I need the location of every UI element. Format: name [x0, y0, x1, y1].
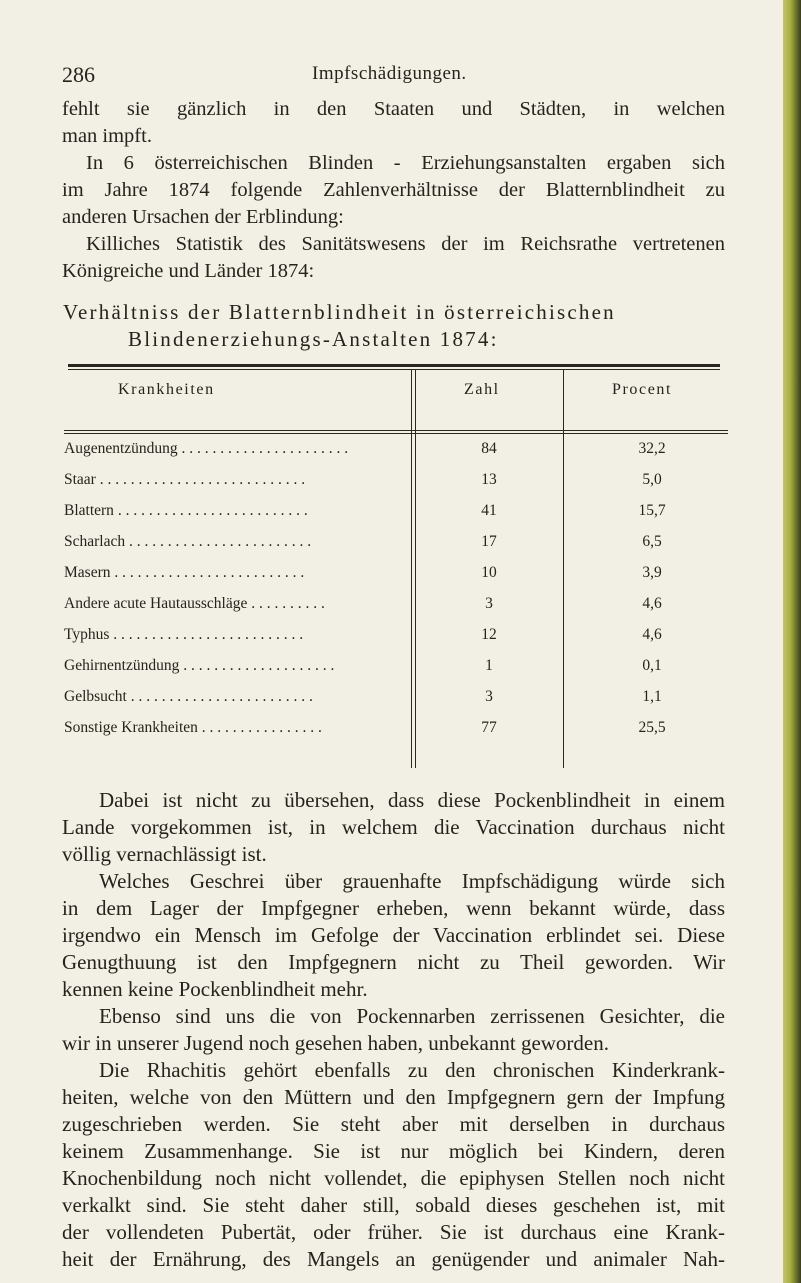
text-line: fehlt sie gänzlich in den Staaten und Städten, in welchen — [62, 98, 725, 120]
page-edge-shadow — [783, 0, 801, 1283]
row-procent: 32,2 — [638, 440, 666, 457]
row-label: Blattern — [64, 502, 114, 519]
text-line: Killiches Statistik des Sanitätswesens der im Reichsrathe vertretenen — [86, 233, 725, 255]
text-line: Lande vorgekommen ist, in welchem die Vaccination durchaus nicht — [62, 815, 725, 839]
row-procent: 4,6 — [642, 626, 662, 643]
row-label: Scharlach — [64, 533, 126, 550]
text-line: zugeschrieben werden. Sie steht aber mit derselben in durchaus — [62, 1112, 725, 1136]
text-line: keinem Zusammenhange. Sie ist nur möglich bei Kindern, deren — [62, 1139, 725, 1163]
header-krankheiten: Krankheiten — [118, 381, 215, 398]
row-zahl: 41 — [481, 502, 497, 519]
text-line: Genugthuung ist den Impfgegnern nicht zu Theil geworden. Wir — [62, 950, 725, 974]
row-procent: 5,0 — [642, 471, 662, 488]
text-line: Königreiche und Länder 1874: — [62, 260, 315, 282]
row-procent: 3,9 — [642, 564, 662, 581]
table-title-line2: Blindenerziehungs-Anstalten 1874: — [128, 327, 499, 351]
text-line: man impft. — [62, 125, 152, 147]
header-rule-double — [64, 433, 728, 434]
column-divider — [563, 370, 564, 768]
table-title-line1: Verhältniss der Blatternblindheit in österreichischen — [63, 300, 616, 324]
text-line: heiten, welche von den Müttern und den Impfgegnern gern der Impfung — [62, 1085, 725, 1109]
row-label: Gelbsucht — [64, 688, 127, 705]
text-line: im Jahre 1874 folgende Zahlenverhältnisse der Blatternblindheit zu — [62, 179, 725, 201]
text-line: kennen keine Pockenblindheit mehr. — [62, 977, 368, 1001]
text-line: heit der Ernährung, des Mangels an genügender und animaler Nah- — [62, 1247, 725, 1271]
row-label: Augenentzündung — [64, 440, 178, 457]
text-line: der vollendeten Pubertät, oder früher. Sie ist durchaus eine Krank- — [62, 1220, 725, 1244]
row-zahl: 3 — [485, 595, 493, 612]
statistics-table: Krankheiten Zahl Procent Augenentzündung . . . . . . . . . . . . . . . . . . . . . . 84 32,2 Staar . . . . . . . . . . . . . . . . . . . . . . . . . . . 13 5,0 Blattern . . . . . . . . . . . . . . . . . . . . . . . . . 41 15,7 Scharlach . . . . . . . . . . . . . . . . . . . . . . . . 17 6,5 Masern . . . . . . . . . . . . . . . . . . . . . . . . . 10 3,9 Andere acute Hautausschläge . . . . . . . . . . 3 4,6 Typhus . . . . . . . . . . . . . . . . . . . . . . . . . 12 4,6 Gehirnentzündung . . . . . . . . . . . . . . . . . . . . 1 0,1 Gelbsucht . . . . . . . . . . . . . . . . . . . . . . . . 3 1,1 Sonstige Krankheiten . . . . . . . . . . . . . . . . 77 25,5 — [64, 364, 728, 769]
row-label: Masern — [64, 564, 111, 581]
row-zahl: 3 — [485, 688, 493, 705]
row-label: Typhus — [64, 626, 110, 643]
page-number: 286 — [62, 62, 95, 87]
row-label: Gehirnentzündung — [64, 657, 180, 674]
row-label: Andere acute Hautausschläge — [64, 595, 248, 612]
row-zahl: 1 — [485, 657, 493, 674]
column-divider — [411, 370, 412, 768]
row-zahl: 10 — [481, 564, 497, 581]
text-line: Dabei ist nicht zu übersehen, dass diese Pockenblindheit in einem — [99, 788, 725, 812]
row-zahl: 13 — [481, 471, 497, 488]
row-zahl: 84 — [481, 440, 497, 457]
row-procent: 6,5 — [642, 533, 662, 550]
table-top-rule — [68, 364, 720, 367]
running-title: Impfschädigungen. — [312, 63, 467, 84]
text-line: Ebenso sind uns die von Pockennarben zerrissenen Gesichter, die — [99, 1004, 725, 1028]
row-label: Staar — [64, 471, 96, 488]
table-top-rule-thin — [68, 369, 720, 370]
text-line: völlig vernachlässigt ist. — [62, 842, 267, 866]
header-zahl: Zahl — [464, 381, 500, 398]
text-line: anderen Ursachen der Erblindung: — [62, 206, 344, 228]
text-line: In 6 österreichischen Blinden - Erziehungsanstalten ergaben sich — [86, 152, 725, 174]
row-zahl: 12 — [481, 626, 497, 643]
row-procent: 0,1 — [642, 657, 662, 674]
text-line: Die Rhachitis gehört ebenfalls zu den chronischen Kinderkrank- — [99, 1058, 725, 1082]
text-line: irgendwo ein Mensch im Gefolge der Vaccination erblindet sei. Diese — [62, 923, 725, 947]
text-line: wir in unserer Jugend noch gesehen haben, unbekannt geworden. — [62, 1031, 609, 1055]
header-procent: Procent — [612, 381, 673, 398]
text-line: Knochenbildung noch nicht vollendet, die epiphysen Stellen noch nicht — [62, 1166, 725, 1190]
row-procent: 25,5 — [638, 719, 666, 736]
text-line: verkalkt sind. Sie steht daher still, sobald dieses geschehen ist, mit — [62, 1193, 725, 1217]
text-line: in dem Lager der Impfgegner erheben, wenn bekannt würde, dass — [62, 896, 725, 920]
row-label: Sonstige Krankheiten — [64, 719, 198, 736]
column-divider — [415, 370, 416, 768]
row-zahl: 77 — [481, 719, 497, 736]
row-procent: 15,7 — [638, 502, 666, 519]
text-line: Welches Geschrei über grauenhafte Impfschädigung würde sich — [99, 869, 725, 893]
row-zahl: 17 — [481, 533, 497, 550]
row-procent: 1,1 — [642, 688, 662, 705]
header-rule — [64, 430, 728, 431]
row-procent: 4,6 — [642, 595, 662, 612]
